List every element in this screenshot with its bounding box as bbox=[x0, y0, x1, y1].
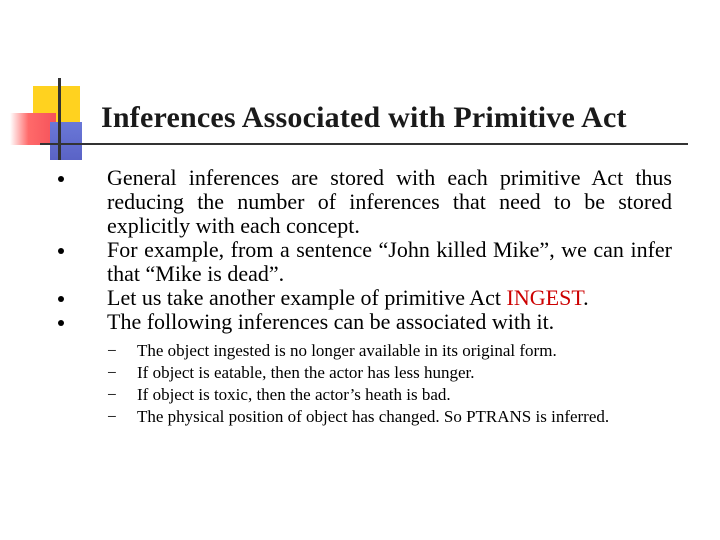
sub-bullet-item-4 bbox=[107, 406, 672, 428]
sub-bullet-text: The object ingested is no longer available in its original form. bbox=[137, 341, 557, 360]
sub-bullet-list bbox=[107, 340, 672, 428]
bullet-dot-icon bbox=[58, 296, 64, 302]
bullet-item-1 bbox=[52, 166, 672, 238]
sub-bullet-item-3 bbox=[107, 384, 672, 406]
dash-icon: − bbox=[107, 407, 117, 426]
dash-icon: − bbox=[107, 341, 117, 360]
dash-icon: − bbox=[107, 385, 117, 404]
decor-blue-square bbox=[50, 122, 82, 160]
bullet-text-after: . bbox=[583, 285, 589, 310]
sub-bullet-text: If object is eatable, then the actor has less hunger. bbox=[137, 363, 475, 382]
bullet-dot-icon bbox=[58, 320, 64, 326]
sub-bullet-item-1 bbox=[107, 340, 672, 362]
sub-bullet-item-2 bbox=[107, 362, 672, 384]
bullet-list bbox=[52, 166, 672, 428]
bullet-item-3 bbox=[52, 286, 672, 310]
bullet-item-2 bbox=[52, 238, 672, 286]
bullet-text-before: Let us take another example of primitive Act bbox=[107, 285, 507, 310]
bullet-text: The following inferences can be associated with it. bbox=[107, 309, 555, 334]
bullet-item-4 bbox=[52, 310, 672, 428]
slide-title: Inferences Associated with Primitive Act bbox=[101, 101, 627, 134]
title-underline bbox=[40, 143, 688, 145]
bullet-dot-icon bbox=[58, 248, 64, 254]
highlight-ingest: INGEST bbox=[506, 285, 584, 310]
decor-vertical-line bbox=[58, 78, 61, 160]
bullet-text: For example, from a sentence “John killed Mike”, we can infer that “Mike is dead”. bbox=[107, 237, 672, 286]
bullet-text: General inferences are stored with each primitive Act thus reducing the number of inferences that need to be stored explicitly with each concept. bbox=[107, 165, 672, 238]
sub-bullet-text: The physical position of object has changed. So PTRANS is inferred. bbox=[137, 407, 610, 426]
sub-bullet-text: If object is toxic, then the actor’s heath is bad. bbox=[137, 385, 451, 404]
dash-icon: − bbox=[107, 363, 117, 382]
bullet-dot-icon bbox=[58, 176, 64, 182]
